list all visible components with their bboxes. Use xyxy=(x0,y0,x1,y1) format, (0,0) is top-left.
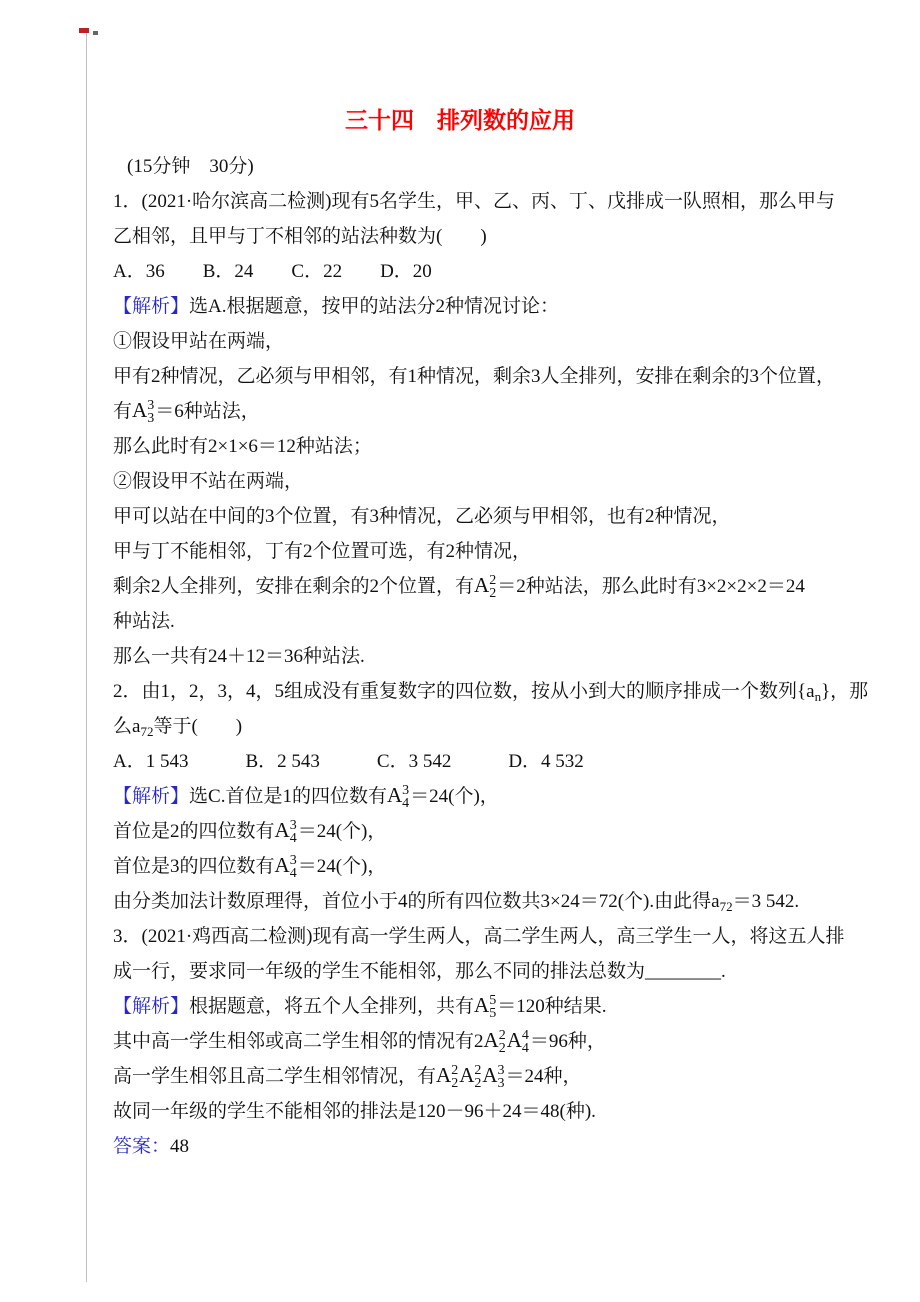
text-line xyxy=(113,1094,893,1129)
text-line xyxy=(113,744,893,779)
text-segment: ＝24(个)， xyxy=(297,821,387,842)
text-segment: }，那 xyxy=(821,681,869,702)
text-line xyxy=(113,289,893,324)
permutation-symbol: A xyxy=(386,783,403,807)
superscript: 2 xyxy=(489,573,497,588)
superscript: 3 xyxy=(289,818,297,833)
subscript-text: 72 xyxy=(140,724,154,739)
text-line xyxy=(113,639,893,674)
text-line xyxy=(113,184,893,219)
text-line xyxy=(113,814,893,849)
text-segment: 有 xyxy=(113,401,133,422)
subscript: 2 xyxy=(474,1076,482,1091)
text-segment: (15分钟 30分) xyxy=(127,156,254,177)
text-segment: 种站法. xyxy=(113,611,175,632)
text-segment: ①假设甲站在两端， xyxy=(113,331,285,352)
text-line xyxy=(113,779,893,814)
permutation-symbol: A xyxy=(436,1063,452,1087)
permutation-symbol: A xyxy=(274,853,290,877)
text-line xyxy=(113,149,893,184)
permutation-indices xyxy=(474,1064,481,1090)
label-text: 答案： xyxy=(113,1136,171,1157)
permutation-notation xyxy=(459,1063,482,1091)
text-line xyxy=(113,709,893,744)
text-segment: ＝120种结果. xyxy=(497,996,607,1017)
permutation-notation xyxy=(474,573,497,601)
superscript: 3 xyxy=(147,398,155,413)
text-line xyxy=(113,604,893,639)
text-line xyxy=(113,359,893,394)
document-content xyxy=(113,102,893,1164)
subscript: 5 xyxy=(489,1006,497,1021)
permutation-indices xyxy=(498,1064,505,1090)
permutation-symbol: A xyxy=(274,818,290,842)
permutation-notation xyxy=(386,783,410,811)
permutation-indices xyxy=(290,854,297,880)
text-line xyxy=(113,394,893,429)
text-segment: 1．(2021·哈尔滨高二检测)现有5名学生，甲、乙、丙、丁、戊排成一队照相，那么甲与 xyxy=(113,191,835,212)
permutation-indices xyxy=(489,574,496,600)
text-segment: 选A.根据题意，按甲的站法分2种情况讨论： xyxy=(189,296,559,317)
corner-gray-mark xyxy=(93,31,98,35)
text-segment: 48 xyxy=(170,1136,190,1157)
subscript: 4 xyxy=(402,796,410,811)
subscript: 2 xyxy=(451,1076,459,1091)
permutation-indices xyxy=(522,1029,529,1055)
label-text: 【解析】 xyxy=(113,996,190,1017)
superscript: 4 xyxy=(521,1028,529,1043)
page-title: 三十四 排列数的应用 xyxy=(345,108,575,133)
permutation-indices xyxy=(489,994,496,1020)
permutation-symbol: A xyxy=(482,1063,498,1087)
subscript: 2 xyxy=(489,586,497,601)
text-segment: 甲与丁不能相邻，丁有2个位置可选，有2种情况， xyxy=(113,541,532,562)
text-segment: ②假设甲不站在两端， xyxy=(113,471,304,492)
text-segment: 甲有2种情况，乙必须与甲相邻，有1种情况，剩余3人全排列，安排在剩余的3个位置， xyxy=(113,366,836,387)
superscript: 2 xyxy=(474,1063,482,1078)
text-segment: 首位是3的四位数有 xyxy=(113,856,275,877)
text-line xyxy=(113,1059,893,1094)
subscript: 3 xyxy=(147,411,155,426)
subscript: 4 xyxy=(521,1041,529,1056)
text-segment: ＝3 542. xyxy=(732,891,800,912)
permutation-indices xyxy=(451,1064,458,1090)
text-segment: A．36 B．24 C．22 D．20 xyxy=(113,261,432,282)
permutation-notation xyxy=(483,1028,507,1056)
text-line xyxy=(113,989,893,1024)
text-line xyxy=(113,884,893,919)
text-segment: ＝24(个)， xyxy=(410,786,499,807)
permutation-symbol: A xyxy=(474,573,490,597)
text-segment: ＝2种站法，那么此时有3×2×2×2＝24 xyxy=(497,576,805,597)
superscript: 2 xyxy=(451,1063,459,1078)
superscript: 3 xyxy=(289,853,297,868)
text-segment: ＝24(个)， xyxy=(297,856,387,877)
text-line xyxy=(113,324,893,359)
text-line xyxy=(113,534,893,569)
permutation-notation xyxy=(274,853,298,881)
text-segment: 其中高一学生相邻或高二学生相邻的情况有2 xyxy=(113,1031,484,1052)
text-line xyxy=(113,569,893,604)
text-segment: 成一行，要求同一年级的学生不能相邻，那么不同的排法总数为________. xyxy=(113,961,726,982)
text-segment: ＝96种， xyxy=(529,1031,606,1052)
text-segment: 乙相邻，且甲与丁不相邻的站法种数为( ) xyxy=(113,226,487,247)
text-segment: 那么此时有2×1×6＝12种站法； xyxy=(113,436,372,457)
body-lines xyxy=(113,149,893,1164)
permutation-indices xyxy=(499,1029,506,1055)
text-segment: 首位是2的四位数有 xyxy=(113,821,275,842)
text-segment: 根据题意，将五个人全排列，共有 xyxy=(189,996,475,1017)
subscript-text: 72 xyxy=(719,899,733,914)
text-segment: ＝24种， xyxy=(505,1066,582,1087)
text-segment: 剩余2人全排列，安排在剩余的2个位置，有 xyxy=(113,576,475,597)
permutation-symbol: A xyxy=(132,398,148,422)
text-segment: 2．由1，2，3，4，5组成没有重复数字的四位数，按从小到大的顺序排成一个数列{a xyxy=(113,681,815,702)
permutation-notation xyxy=(436,1063,459,1091)
permutation-symbol: A xyxy=(474,993,490,1017)
text-line xyxy=(113,499,893,534)
permutation-indices xyxy=(147,399,154,425)
permutation-symbol: A xyxy=(483,1028,499,1052)
label-text: 【解析】 xyxy=(113,786,190,807)
text-line xyxy=(113,1129,893,1164)
text-line xyxy=(113,219,893,254)
superscript: 5 xyxy=(489,993,497,1008)
text-line xyxy=(113,1024,893,1059)
text-line xyxy=(113,674,893,709)
superscript: 3 xyxy=(497,1063,505,1078)
permutation-notation xyxy=(474,993,497,1021)
label-text: 【解析】 xyxy=(113,296,190,317)
subscript-text: n xyxy=(814,689,822,704)
permutation-notation xyxy=(274,818,298,846)
text-segment: A．1 543 B．2 543 C．3 542 D．4 532 xyxy=(113,751,584,772)
text-segment: 高一学生相邻且高二学生相邻情况，有 xyxy=(113,1066,437,1087)
permutation-notation xyxy=(482,1063,505,1091)
subscript: 3 xyxy=(497,1076,505,1091)
text-line xyxy=(113,254,893,289)
text-line xyxy=(113,954,893,989)
text-line xyxy=(113,849,893,884)
text-segment: 么a xyxy=(113,716,141,737)
text-line xyxy=(113,429,893,464)
permutation-indices xyxy=(402,784,409,810)
subscript: 2 xyxy=(498,1041,506,1056)
text-line xyxy=(113,464,893,499)
superscript: 3 xyxy=(402,783,410,798)
text-segment: ＝6种站法， xyxy=(155,401,260,422)
permutation-notation xyxy=(506,1028,530,1056)
permutation-notation xyxy=(132,398,155,426)
permutation-symbol: A xyxy=(506,1028,522,1052)
text-line xyxy=(113,919,893,954)
text-segment: 由分类加法计数原理得，首位小于4的所有四位数共3×24＝72(个).由此得a xyxy=(113,891,720,912)
superscript: 2 xyxy=(498,1028,506,1043)
permutation-symbol: A xyxy=(459,1063,475,1087)
corner-red-mark xyxy=(79,28,89,33)
margin-line xyxy=(86,30,87,1282)
text-segment: 选C.首位是1的四位数有 xyxy=(189,786,387,807)
subscript: 4 xyxy=(289,866,297,881)
permutation-indices xyxy=(290,819,297,845)
text-segment: 3．(2021·鸡西高二检测)现有高一学生两人，高二学生两人，高三学生一人，将这五人排 xyxy=(113,926,845,947)
text-segment: 那么一共有24＋12＝36种站法. xyxy=(113,646,365,667)
text-segment: 甲可以站在中间的3个位置，有3种情况，乙必须与甲相邻，也有2种情况， xyxy=(113,506,731,527)
subscript: 4 xyxy=(289,831,297,846)
text-segment: 等于( ) xyxy=(153,716,243,737)
text-segment: 故同一年级的学生不能相邻的排法是120－96＋24＝48(种). xyxy=(113,1101,596,1122)
